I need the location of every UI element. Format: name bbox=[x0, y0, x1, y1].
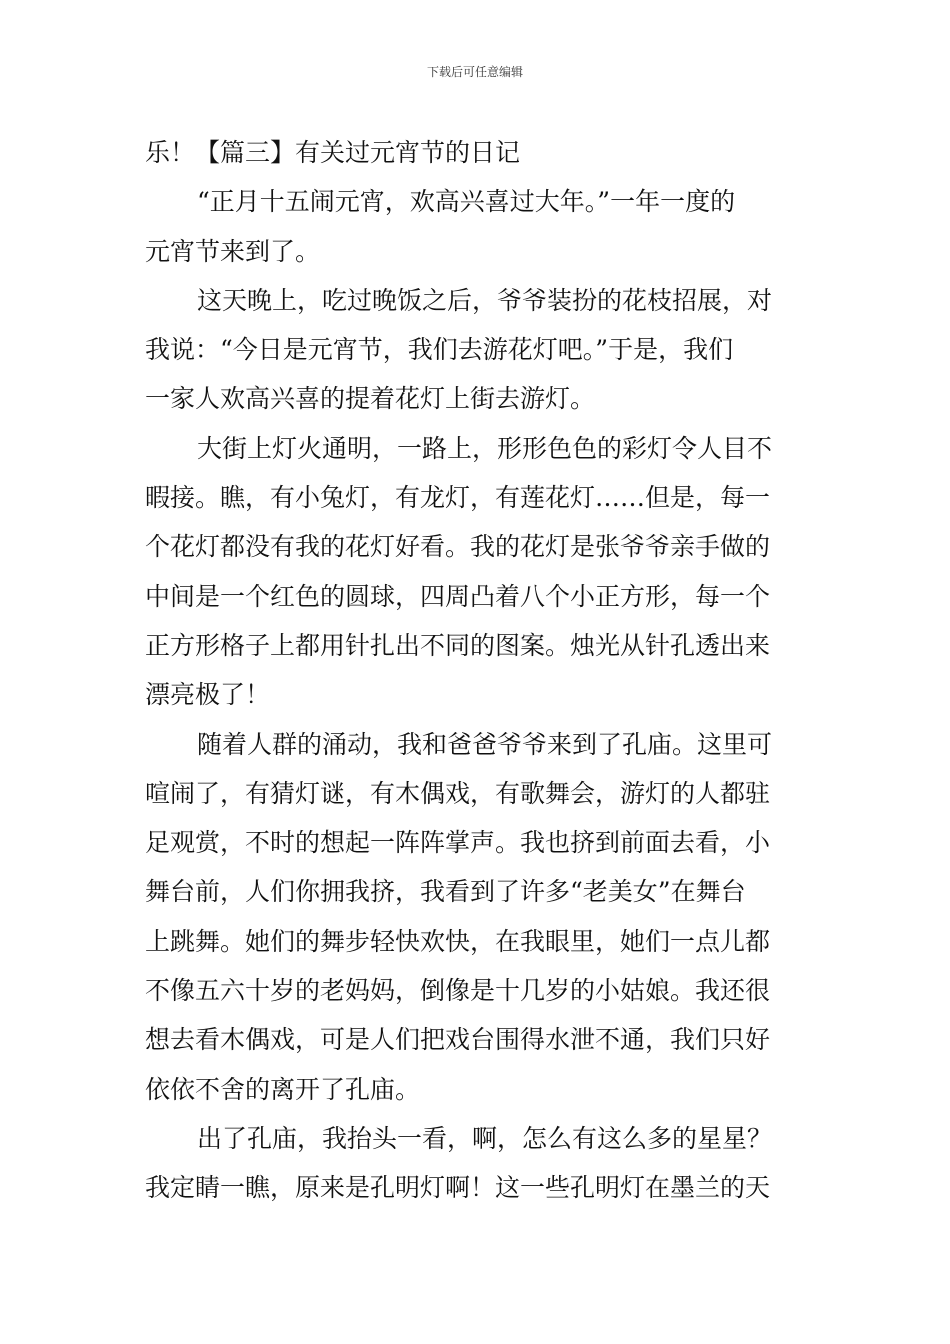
text-line: 这天晚上，吃过晚饭之后，爷爷装扮的花枝招展，对 bbox=[197, 285, 773, 315]
text-line: 想去看木偶戏，可是人们把戏台围得水泄不通，我们只好 bbox=[145, 1025, 771, 1055]
text-line: 元宵节来到了。 bbox=[145, 236, 321, 266]
text-line: 个花灯都没有我的花灯好看。我的花灯是张爷爷亲手做的 bbox=[145, 532, 771, 562]
text-line: 一家人欢高兴喜的提着花灯上街去游灯。 bbox=[145, 384, 596, 414]
text-line: 我定睛一瞧，原来是孔明灯啊！这一些孔明灯在墨兰的天 bbox=[145, 1173, 771, 1203]
text-line: 依依不舍的离开了孔庙。 bbox=[145, 1074, 421, 1104]
text-line: 我说：“今日是元宵节，我们去游花灯吧。”于是，我们 bbox=[145, 335, 734, 365]
text-line: 随着人群的涌动，我和爸爸爷爷来到了孔庙。这里可 bbox=[197, 729, 773, 759]
text-line: 舞台前，人们你拥我挤，我看到了许多“老美女”在舞台 bbox=[145, 877, 746, 907]
text-line: 正方形格子上都用针扎出不同的图案。烛光从针孔透出来 bbox=[145, 630, 771, 660]
text-line: 乐！【篇三】有关过元宵节的日记 bbox=[145, 138, 521, 167]
text-line: 不像五六十岁的老妈妈，倒像是十几岁的小姑娘。我还很 bbox=[145, 976, 771, 1006]
text-line: 中间是一个红色的圆球，四周凸着八个小正方形，每一个 bbox=[145, 581, 771, 611]
text-line: 暇接。瞧，有小兔灯，有龙灯，有莲花灯……但是，每一 bbox=[145, 483, 771, 513]
text-line: 出了孔庙，我抬头一看，啊，怎么有这么多的星星？ bbox=[197, 1123, 773, 1153]
text-line: 喧闹了，有猜灯谜，有木偶戏，有歌舞会，游灯的人都驻 bbox=[145, 778, 771, 808]
text-line: “正月十五闹元宵，欢高兴喜过大年。”一年一度的 bbox=[197, 187, 736, 217]
document-body bbox=[145, 128, 810, 1213]
page-header-note: 下载后可任意编辑 bbox=[426, 65, 523, 79]
text-line: 足观赏，不时的想起一阵阵掌声。我也挤到前面去看，小 bbox=[145, 828, 771, 858]
text-line: 上跳舞。她们的舞步轻快欢快，在我眼里，她们一点儿都 bbox=[145, 926, 771, 956]
text-line: 大街上灯火通明，一路上，形形色色的彩灯令人目不 bbox=[197, 433, 773, 463]
text-line: 漂亮极了！ bbox=[145, 680, 271, 710]
